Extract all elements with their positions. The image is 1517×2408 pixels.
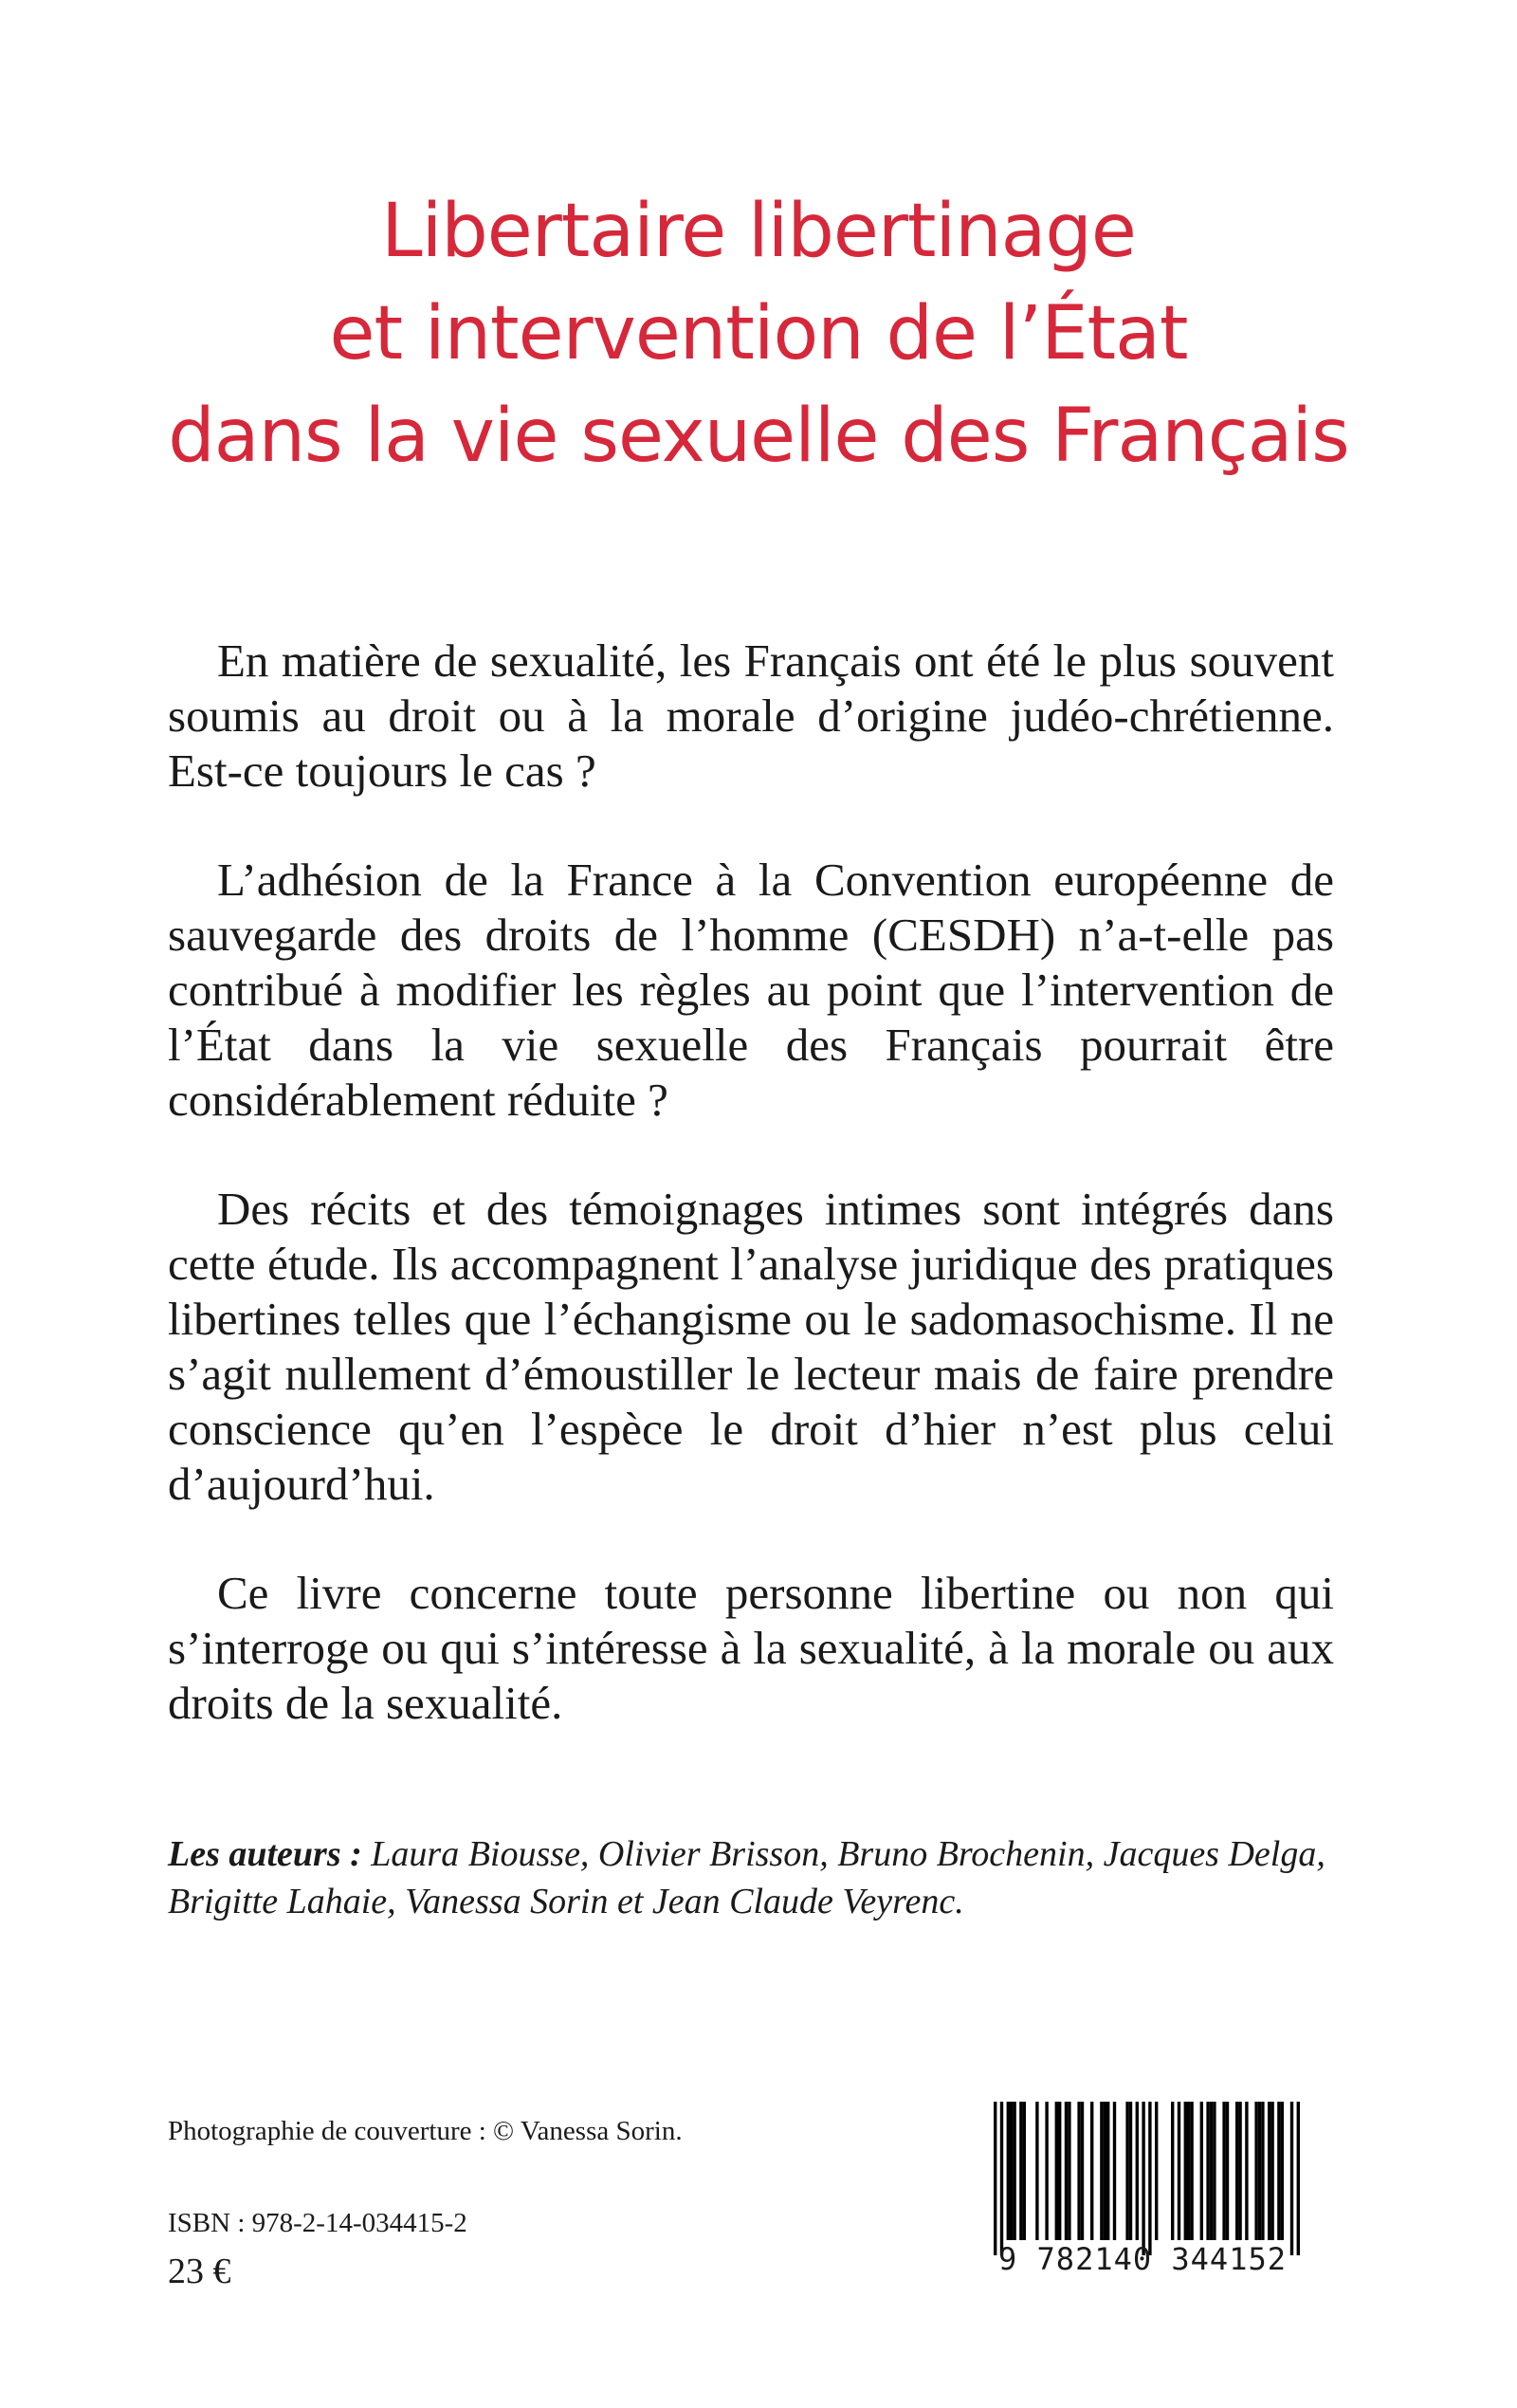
barcode-bar xyxy=(1104,2102,1106,2240)
barcode-bar xyxy=(1200,2102,1203,2240)
barcode-bar xyxy=(1178,2102,1180,2240)
barcode-bar xyxy=(1184,2102,1187,2240)
barcode-bar xyxy=(1010,2102,1013,2240)
barcode-bar xyxy=(1065,2102,1068,2240)
barcode-bar xyxy=(1007,2102,1010,2240)
barcode-bar xyxy=(1125,2102,1128,2240)
barcode-bar xyxy=(1290,2102,1293,2255)
barcode-bar xyxy=(994,2102,996,2255)
barcode-bar xyxy=(1106,2102,1109,2240)
barcode-bar xyxy=(1148,2102,1151,2255)
authors-credit xyxy=(168,1830,1334,1925)
barcode-bar xyxy=(1000,2102,1003,2255)
barcode-bar xyxy=(1155,2102,1158,2240)
barcode-bar xyxy=(1226,2102,1229,2240)
barcode-bar xyxy=(1213,2102,1215,2240)
barcode-bar xyxy=(1035,2102,1038,2240)
barcode-bar xyxy=(1113,2102,1116,2240)
barcode-bar xyxy=(1254,2102,1257,2240)
barcode-bar xyxy=(1081,2102,1084,2240)
barcode-bar xyxy=(1258,2102,1261,2240)
price: 23 € xyxy=(168,2252,231,2291)
barcode-bar xyxy=(1268,2102,1270,2240)
barcode-bar xyxy=(1206,2102,1209,2240)
barcode-bar xyxy=(1077,2102,1080,2240)
title-line-1: Libertaire libertinage xyxy=(381,189,1136,274)
blurb-paragraph-1: En matière de sexualité, les Français ont été le plus souvent soumis au droit ou à la morale d’origine judéo-chrétienne. Est-ce toujours le cas ? xyxy=(168,634,1334,797)
barcode-bar xyxy=(1270,2102,1273,2240)
barcode xyxy=(965,2096,1320,2276)
barcode-bar xyxy=(1190,2102,1193,2240)
barcode-bar xyxy=(1068,2102,1070,2240)
barcode-bar xyxy=(1058,2102,1061,2240)
barcode-bar xyxy=(1222,2102,1225,2240)
barcode-bar xyxy=(1023,2102,1026,2240)
barcode-bar xyxy=(1171,2102,1174,2240)
barcode-bar xyxy=(1235,2102,1238,2240)
barcode-bar xyxy=(1187,2102,1190,2240)
barcode-bar xyxy=(1090,2102,1093,2240)
barcode-bar xyxy=(1210,2102,1213,2240)
book-title xyxy=(0,180,1517,487)
isbn: ISBN : 978-2-14-034415-2 xyxy=(168,2208,467,2238)
barcode-bar xyxy=(1100,2102,1103,2240)
barcode-bar xyxy=(1013,2102,1015,2240)
barcode-bar xyxy=(1245,2102,1248,2240)
barcode-bar xyxy=(1281,2102,1284,2240)
photo-credit: Photographie de couverture : © Vanessa Sorin. xyxy=(168,2116,683,2146)
barcode-bar xyxy=(1055,2102,1058,2240)
blurb-paragraph-2: L’adhésion de la France à la Convention européenne de sauvegarde des droits de l’homme (CESDH) n’a-t-elle pas contribué à modifier les règles au point que l’intervention de l’État dans la vie sexuelle des Français pourrait être considérablement réduite ? xyxy=(168,854,1334,1126)
blurb xyxy=(168,634,1334,1785)
barcode-bar xyxy=(1261,2102,1264,2240)
title-line-3: dans la vie sexuelle des Français xyxy=(168,394,1349,479)
barcode-bar xyxy=(1129,2102,1132,2240)
barcode-bar xyxy=(1142,2102,1144,2255)
barcode-bar xyxy=(1136,2102,1139,2240)
barcode-bar xyxy=(1297,2102,1300,2255)
authors-label: Les auteurs : xyxy=(168,1834,362,1874)
barcode-bar xyxy=(1019,2102,1022,2240)
barcode-bar xyxy=(1238,2102,1241,2240)
barcode-bar xyxy=(1045,2102,1048,2240)
blurb-paragraph-4: Ce livre concerne toute personne libertine ou non qui s’interroge ou qui s’intéresse à la sexualité, à la morale ou aux droits de la sexualité. xyxy=(168,1567,1334,1729)
barcode-bar xyxy=(1277,2102,1280,2240)
barcode-digits: 9 782140 344152 xyxy=(998,2241,1287,2277)
authors-names: Laura Biousse, Olivier Brisson, Bruno Brochenin, Jacques Delga, Brigitte Lahaie, Vanessa Sorin et Jean Claude Veyrenc. xyxy=(168,1834,1325,1921)
title-line-2: et intervention de l’État xyxy=(329,291,1188,377)
blurb-paragraph-3: Des récits et des témoignages intimes sont intégrés dans cette étude. Ils accompagnent l’analyse juridique des pratiques libertines telles que l’échangisme ou le sadomasochisme. Il ne s’agit nullement d’émoustiller le lecteur mais de faire prendre conscience qu’en l’espèce le droit d’hier n’est plus celui d’aujourd’hui. xyxy=(168,1183,1334,1510)
